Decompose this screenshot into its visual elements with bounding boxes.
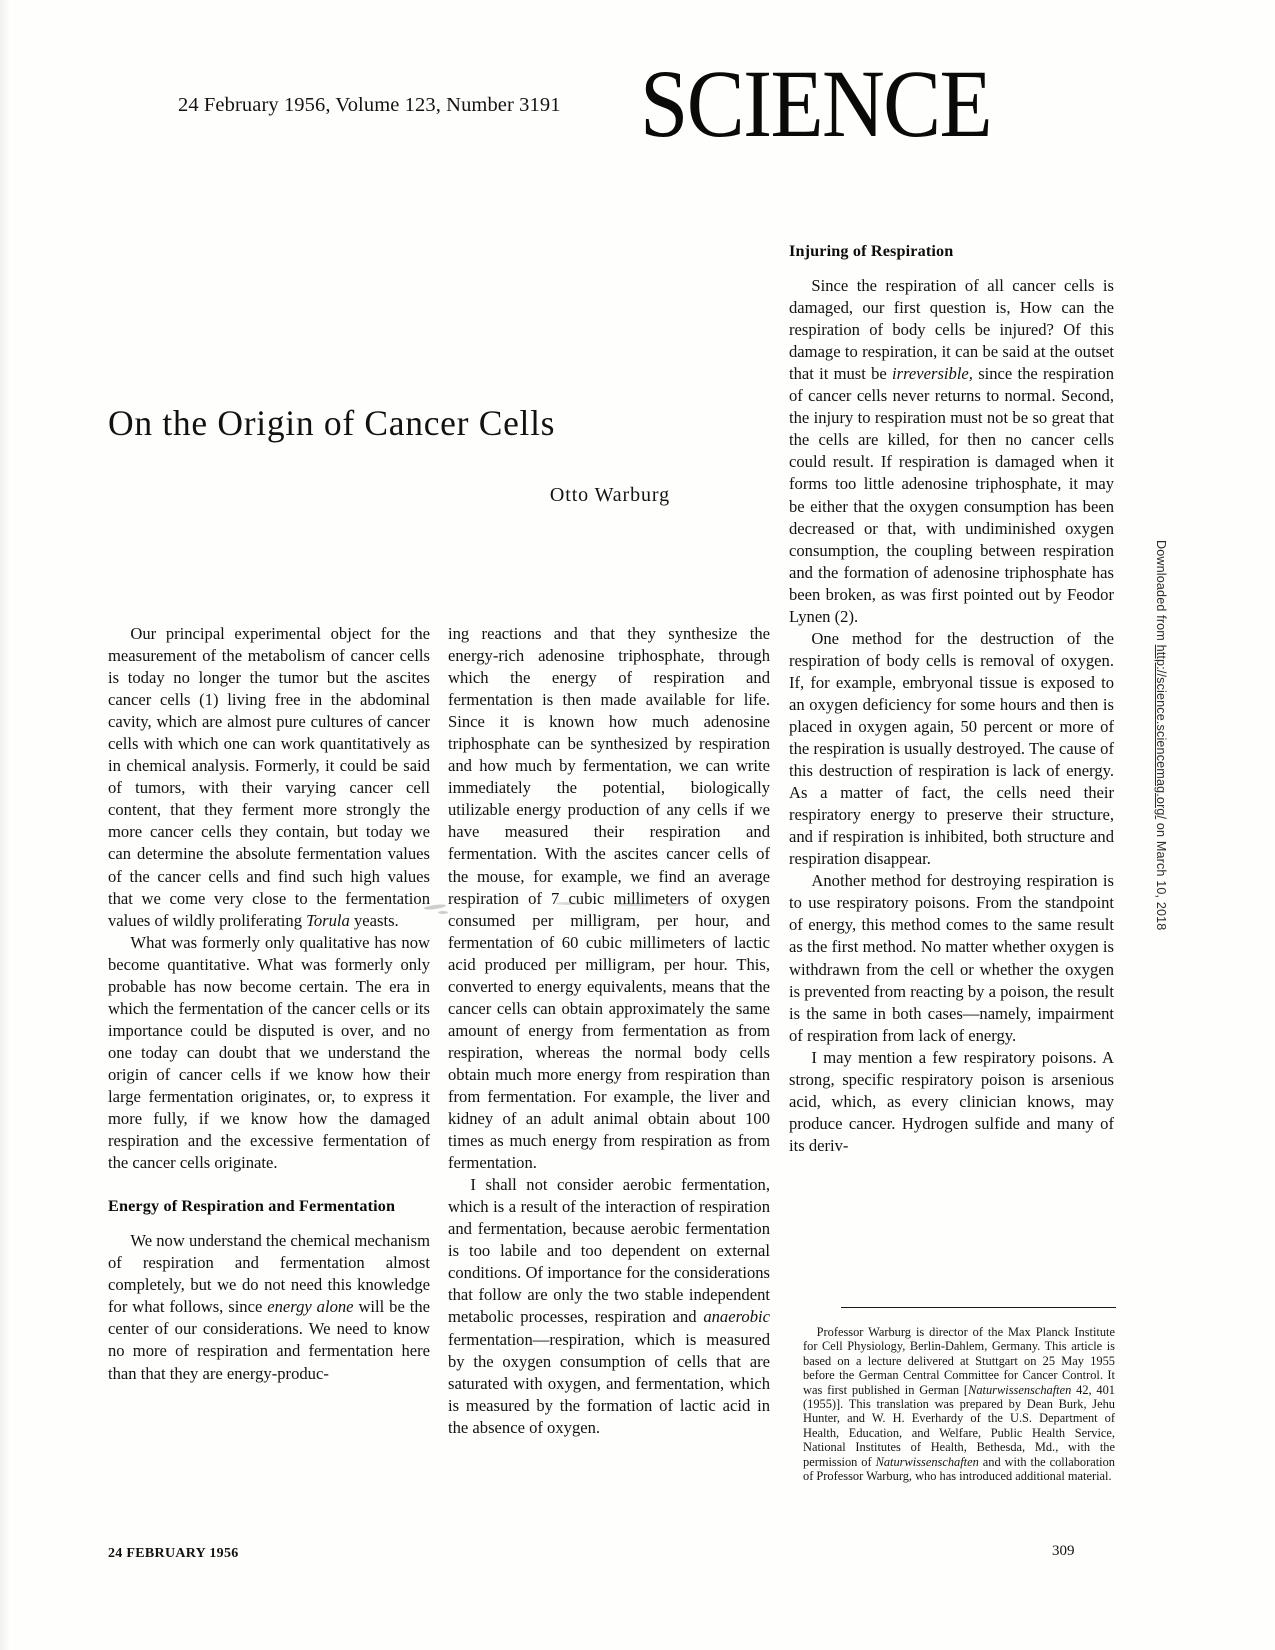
masthead — [0, 50, 1275, 158]
paragraph-text-tail: will be the center of our considerations. We need to know no more of respiration and fermentation here than that they are energy-produc- — [108, 1297, 430, 1383]
section-heading-injuring: Injuring of Respiration — [789, 242, 954, 260]
paragraph: I may mention a few respiratory poisons. A strong, specific respiratory poison is arsenious acid, which, as every clinician knows, may produce cancer. Hydrogen sulfide and many of its deriv- — [789, 1047, 1114, 1155]
paragraph-text: Since the respiration of all cancer cells is damaged, our first question is, How can the respiration of body cells be injured? Of this damage to respiration, it can be said at the outset that it must be — [789, 276, 1114, 384]
footer-page-number: 309 — [1052, 1543, 1075, 1559]
paragraph-text-tail: since the respiration of cancer cells never returns to normal. Second, the injury to respiration must not be so great that the cells are killed, for then no cancer cells could result. If respiration is damaged when it forms too little adenosine triphosphate, it may be either that the oxygen consumption has been decreased or that, with undiminished oxygen consumption, the coupling between respiration and the formation of adenosine triphosphate has been broken, as was first pointed out by Feodor Lynen (2). — [789, 364, 1114, 626]
paragraph: What was formerly only qualitative has now become quantitative. What was formerly only probable has now become certain. The era in which the fermentation of the cancer cells or its importance could be disputed is over, and no one today can doubt that we understand the origin of cancer cells if we know how their large fermentation originates, or, to express it more fully, if we know how the damaged respiration and the excessive fermentation of the cancer cells originate. — [108, 932, 430, 1173]
body-column-3 — [789, 240, 1114, 1157]
paragraph-italic: anaerobic — [703, 1307, 770, 1327]
paragraph: Another method for destroying respiration is to use respiratory poisons. From the standpoint of energy, this method comes to the same result as the first method. No matter whether oxygen is withdrawn from the cell or whether the oxygen is prevented from reacting by a poison, the result is the same in both cases—namely, impairment of respiration from lack of energy. — [789, 871, 1114, 1045]
paragraph-text: I shall not consider aerobic fermentation, which is a result of the interaction of respiration and fermentation, because aerobic fermentation is too labile and too dependent on external conditions. Of importance for the considerations that follow are only the two stable independent metabolic processes, respiration and — [448, 1175, 770, 1327]
paragraph: One method for the destruction of the respiration of body cells is removal of oxygen. If, for example, embryonal tissue is exposed to an oxygen deficiency for some hours and then is placed in oxygen again, 50 percent or more of the respiration is usually destroyed. The cause of this destruction of respiration is lack of energy. As a matter of fact, the cells need their respiratory energy to preserve their structure, and if respiration is inhibited, both structure and respiration disappear. — [789, 628, 1114, 869]
download-suffix: on March 10, 2018 — [1154, 819, 1168, 931]
paragraph-text: We now understand the chemical mechanism of respiration and fermentation almost completely, but we do not need this knowledge for what follows, since — [108, 1231, 430, 1317]
paragraph: ing reactions and that they synthesize the energy-rich adenosine triphosphate, through which the energy of respiration and fermentation is then made available for life. Since it is known how much adenosine triphosphate can be synthesized by respiration and how much by fermentation, we can write immediately the potential, biologically utilizable energy production of any cells if we have measured their respiration and fermentation. With the ascites cancer cells of the mouse, for example, we find an average respiration of 7 cubic millimeters of oxygen consumed per milligram, per hour, and fermentation of 60 cubic millimeters of lactic acid produced per milligram, per hour. This, converted to energy equivalents, means that the cancer cells can obtain approximately the same amount of energy from fermentation as from respiration, whereas the normal body cells obtain much more energy from respiration than from fermentation. For example, the liver and kidney of an adult animal obtain about 100 times as much energy from respiration as from fermentation. — [448, 624, 770, 1173]
paragraph-italic: irreversible, — [892, 364, 973, 384]
footnote-italic-journal-2: Naturwissenschaften — [875, 1454, 979, 1469]
paragraph-text: Our principal experimental object for the measurement of the metabolism of cancer cells is today no longer the tumor but the ascites cancer cells (1) living free in the abdominal cavity, which are almost pure cultures of cancer cells with which one can work quantitatively as in chemical analysis. Formerly, it could be said of tumors, with their varying cancer cell content, that they ferment more strongly the more cancer cells they contain, but today we can determine the absolute fermentation values of the cancer cells and find such high values that we come very close to the fermentation values of wildly proliferating — [108, 624, 430, 930]
paragraph — [789, 275, 1114, 628]
section-heading-energy: Energy of Respiration and Fermentation — [108, 1197, 396, 1216]
footnote-divider — [841, 1307, 1116, 1308]
download-url[interactable]: http://science.sciencemag.org/ — [1154, 644, 1168, 820]
paragraph-text-tail: yeasts. — [349, 910, 399, 930]
journal-title: SCIENCE — [640, 50, 992, 158]
article-author: Otto Warburg — [549, 484, 670, 506]
footer-issue-date: 24 FEBRUARY 1956 — [108, 1546, 239, 1561]
paragraph — [108, 1230, 430, 1384]
body-column-2 — [448, 623, 770, 1439]
footnote-paragraph — [803, 1325, 1115, 1483]
paragraph-italic: Torula — [306, 910, 350, 930]
scan-artifact — [438, 911, 448, 914]
title-block — [108, 402, 708, 507]
download-watermark — [1154, 540, 1168, 1010]
footnote-text-b: 42, 401 (1955)]. This translation was prepared by Dean Burk, Jehu Hunter, and W. H. Everhardy of the U.S. Department of Health, Education, and Welfare, Public Health Service, National Institutes of Health, Bethesda, Md., with the permission of — [803, 1382, 1115, 1469]
paragraph — [108, 623, 430, 932]
scan-edge-shadow — [0, 0, 10, 1650]
footnote-block — [803, 1325, 1115, 1483]
footnote-text-a: Professor Warburg is director of the Max Planck Institute for Cell Physiology, Berlin-Dahlem, Germany. This article is based on a lecture delivered at Stuttgart on 25 May 1955 before the German Central Committee for Cancer Control. It was first published in German [ — [803, 1325, 1115, 1397]
paragraph — [448, 1174, 770, 1439]
issue-line: 24 February 1956, Volume 123, Number 3191 — [178, 94, 561, 116]
footnote-italic-journal: Naturwissenschaften — [968, 1382, 1072, 1397]
paragraph-italic: energy alone — [267, 1297, 354, 1317]
download-prefix: Downloaded from — [1154, 540, 1168, 645]
footnote-text-c: and with the collaboration of Professor Warburg, who has introduced additional material. — [803, 1454, 1115, 1484]
paragraph-text-tail: fermentation—respiration, which is measured by the oxygen consumption of cells that are saturated with oxygen, and fermentation, which is measured by the formation of lactic acid in the absence of oxygen. — [448, 1329, 770, 1437]
body-column-1 — [108, 623, 430, 1385]
article-title: On the Origin of Cancer Cells — [108, 403, 556, 443]
